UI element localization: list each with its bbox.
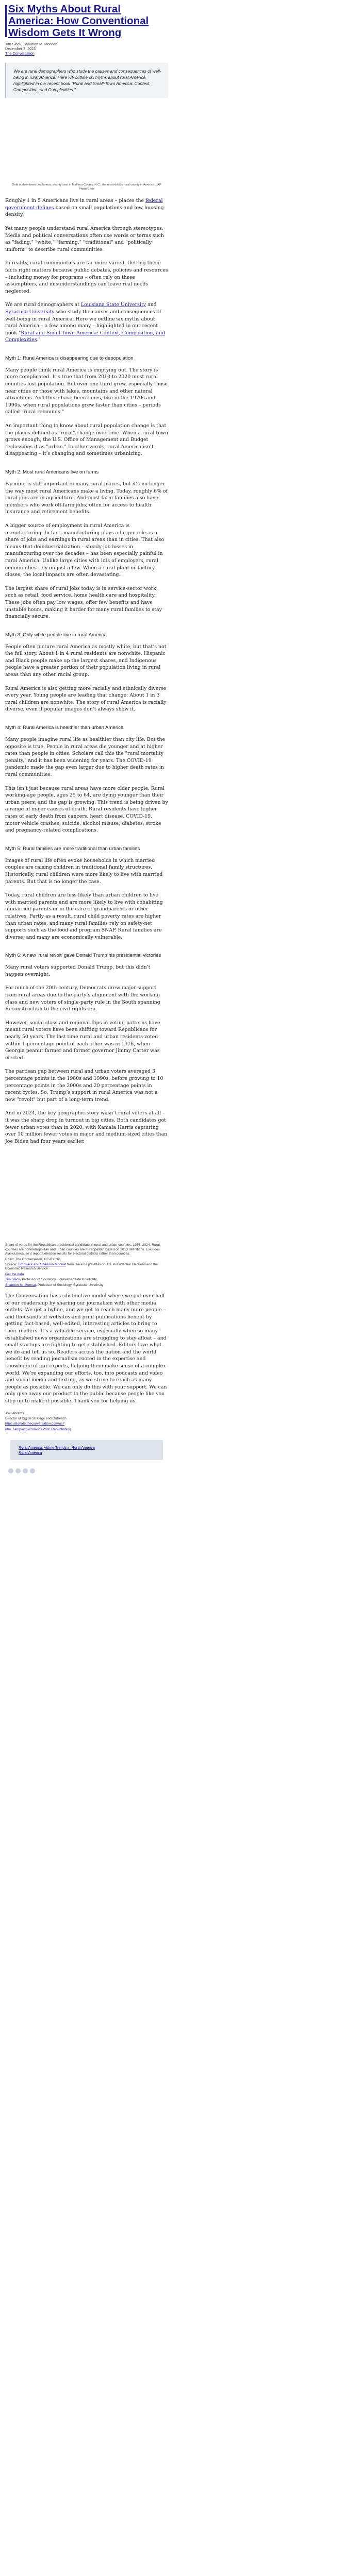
paragraph: This isn’t just because rural areas have more older people. Rural working-age people, ages 25 to 64, are dying younger than their urban peers, and the gap is growing. This trend is being driven by a range of major causes of death. Rural residents have higher rates of early death from cancers, heart disease, COVID-19, motor vehicle crashes, suicide, alcohol misuse, diabetes, stroke and pregnancy-related complications. [5, 785, 168, 834]
paragraph: And in 2024, the key geographic story wasn’t rural voters at all – it was the sharp drop in turnout in big cities. Both candidates got fewer urban votes than in 2020, with Kamala Harris capturing over 10 million fewer votes in major and medium-sized cities than Joe Biden had four years earlier. [5, 1110, 168, 1144]
myth-6-heading: Myth 6: A new 'rural revolt' gave Donald Trump his presidential victories [5, 953, 161, 959]
bluesky-share-icon[interactable] [30, 1468, 35, 1473]
vote-share-chart-art [5, 1151, 168, 1239]
image-caption: Debt in downtown Leaflaness, county seat in Malheur County, N.C., the most-thickly rural county in America. | AP Photo/Ernie [12, 183, 161, 191]
myth-4-heading: Myth 4: Rural America is healthier than urban America [5, 725, 124, 731]
paragraph [5, 197, 168, 218]
author-credit-1 [5, 1278, 168, 1282]
paragraph: In reality, rural communities are far more varied. Getting these facts right matters because public debates, policies and resources – including money for programs – often rely on these assumptions, and misunderstandings can leave real needs neglected. [5, 260, 168, 294]
signature-name: Joel Abrams [5, 1411, 24, 1415]
paragraph: An important thing to know about rural population change is that the places defined as "rural" change over time. When a rural town grows enough, the U.S. Office of Management and Budget reclassifies it as "urban." In other words, rural America isn’t disappearing – it’s changing and sometimes urbanizing. [5, 423, 168, 457]
book-link[interactable]: Rural and Small-Town America: Context, Composition, and Complexities [5, 330, 166, 343]
email-share-icon[interactable] [8, 1468, 13, 1473]
article-column [5, 3, 170, 1476]
myth-2-heading: Myth 2: Most rural Americans live on farms [5, 469, 99, 475]
paragraph: Images of rural life often evoke households in which married couples are raising children in traditional family structures. Historically, rural children were more likely to live with married parents. But that is no longer the case. [5, 857, 163, 885]
figure-caption: Share of votes for the Republican presidential candidate in rural and urban counties, 1976–2024. Rural counties are nonmetropolitan and urban counties are metropolitan based on 2013 definitions. Excludes Alaska because it reports election results for electoral districts rather than counties. [5, 1243, 160, 1256]
figure-source [5, 1263, 168, 1272]
donate-link[interactable]: https://donate.theconversation.com/us? [5, 1422, 65, 1426]
get-the-data-link[interactable]: Get the data [5, 1272, 24, 1276]
myth-3-heading: Myth 3: Only white people live in rural America [5, 632, 107, 638]
text: based on small populations and low housing density. [5, 205, 164, 218]
share-icons [5, 1465, 168, 1476]
related-title-link[interactable]: Rural America: Voting Trends in Rural America [19, 1445, 95, 1450]
text: from Dave Leip’s Atlas of U.S. Presidential Elections and the Economic Research Service [5, 1262, 158, 1271]
lsu-link[interactable]: Louisiana State University [80, 302, 146, 308]
syracuse-link[interactable]: Syracuse University [5, 309, 55, 315]
author-credit-2 [5, 1283, 168, 1287]
vote-share-chart [5, 1151, 168, 1239]
article-title[interactable]: Six Myths About Rural America: How Conventional Wisdom Gets It Wrong [5, 3, 168, 39]
myth-5-heading: Myth 5: Rural families are more traditional than urban families [5, 845, 140, 852]
donate-link-2[interactable]: utm_campaign=ConvPrePost_Republishing [5, 1427, 71, 1431]
author-link-2[interactable]: Shannon M. Monnat [5, 1283, 36, 1287]
paragraph: For much of the 20th century, Democrats drew major support from rural areas due to the party’s alignment with the working class and new voters of single-party rule in the South spanning Reconstruction to the civil rights era. [5, 985, 160, 1012]
text: , Professor of Sociology, Louisiana State University [20, 1278, 97, 1282]
authors: Tim Slack, Shannon M. Monnat [5, 42, 57, 46]
hero-image-art [5, 103, 168, 180]
paragraph: The largest share of rural jobs today is in service-sector work, such as retail, food service, home health care and hospitality. These jobs often pay low wages, offer few benefits and have unstable hours, making it harder for many rural families to stay financially secure. [5, 585, 162, 620]
facebook-share-icon[interactable] [15, 1468, 21, 1473]
date: December 3, 2023 [5, 46, 36, 51]
myth-1-heading: Myth 1: Rural America is disappearing due to depopulation [5, 355, 134, 361]
hero-image [5, 103, 168, 180]
paragraph: Farming is still important in many rural places, but it’s no longer the way most rural Americans make a living. Today, roughly 6% of rural jobs are in agriculture. And most farm families also have members who work off-farm jobs, often for access to health insurance and retirement benefits. [5, 481, 168, 515]
related-topic-link[interactable]: Rural America [19, 1450, 42, 1455]
paragraph: Many rural voters supported Donald Trump, but this didn’t happen overnight. [5, 964, 151, 977]
paragraph: The partisan gap between rural and urban voters averaged 3 percentage points in the 1980s and 1990s, before growing to 10 percentage points in the 2000s and 20 percentage points in recent cycles. So, Trump’s support in rural America was not a new "revolt" but part of a long-term trend. [5, 1069, 163, 1103]
support-paragraph: The Conversation has a distinctive model where we put over half of our readership by sharing our journalism with other media outlets. We get a byline, and we get to reach many more people – and thousands of websites and print publications benefit by getting fact-based, well-edited, interesting articles to bring to their readers. It’s a valuable service, especially when so many established news organizations are struggling to stay afloat – and small startups are fighting to get established. Editors love what we do and tell us so. Readers across the nation and the world benefit by reading journalism rooted in the expertise and knowledge of our experts, helping them make sense of a complex world. We’re expanding our efforts, too, into podcasts and video and social media and texting, as we strive to reach as many people as possible. We can only do this with your support. We can only give away our product to the public because people like you step up to make it possible. Thank you for helping us. [5, 1293, 167, 1404]
related-box [10, 1440, 163, 1460]
text: , Professor of Sociology, Syracuse University [36, 1283, 104, 1287]
paragraph: People often picture rural America as mostly white, but that’s not the full story. About 1 in 4 rural residents are nonwhite. Hispanic and Black people make up the largest shares, and Indigenous people have a greater portion of their population living in rural areas than any other racial group. [5, 643, 167, 678]
paragraph: Rural America is also getting more racially and ethnically diverse every year. Young people are leading that change: About 1 in 3 rural children are nonwhite. The story of rural America is racially diverse, even if popular images don’t always show it. [5, 685, 167, 713]
source-link[interactable]: The Conversation [5, 51, 35, 56]
donate-url [5, 1422, 168, 1426]
text: We are rural demographers at [5, 302, 81, 308]
text: Source: [5, 1262, 18, 1266]
text: ." [37, 337, 41, 343]
author-link-1[interactable]: Tim Slack [5, 1278, 20, 1282]
figure-credit: Chart: The Conversation, CC-BY-ND [5, 1257, 61, 1261]
text: who study the causes and consequences of well-being in rural America. Here we outline six myths about rural America – a few among many – highlighted in our recent book " [5, 309, 161, 336]
linkedin-share-icon[interactable] [23, 1468, 28, 1473]
paragraph: A bigger source of employment in rural America is manufacturing. In fact, manufacturing plays a larger role as a share of jobs and earnings in rural areas than in cities. That also means that deindustrialization – steady job losses in manufacturing over the decades – has been especially painful in rural America. Unlike large cities with lots of employers, rural communities rely on just a few. When a rural plant or factory closes, the local impacts are often devastating. [5, 522, 164, 578]
paragraph [5, 301, 168, 344]
paragraph: Many people think rural America is emptying out. The story is more complicated. It’s true that from 2010 to 2020 most rural counties lost population. But over one-third grew, especially those near cities or those with lakes, mountains and other natural attractions. And there have been times, like in the 1970s and 1990s, when rural populations grew faster than cities – periods called "rural rebounds." [5, 367, 168, 415]
paragraph: Many people imagine rural life as healthier than city life. But the opposite is true. People in rural areas die younger and at higher rates than people in cities. Scholars call this the "rural mortality penalty," and it has been widening for years. The COVID-19 pandemic made the gap even larger due to higher death rates in rural communities. [5, 737, 165, 777]
paragraph: Yet many people understand rural America through stereotypes. Media and political conversations often use words or terms such as "fading," "white," "farming," "traditional" and "politically uniform" to describe rural communities. [5, 225, 164, 252]
signature-title: Director of Digital Strategy and Outreach [5, 1416, 67, 1420]
text: Roughly 1 in 5 Americans live in rural areas – places the [5, 198, 145, 204]
lead-quote: We are rural demographers who study the causes and consequences of well-being in rural America. Here we outline six myths about rural America highlighted in our recent book "Rural and Small-Town America: Context, Composition, and Complexities." [5, 63, 168, 98]
paragraph: Today, rural children are less likely than urban children to live with married parents and are more likely to live with cohabiting unmarried parents or in the care of grandparents or other relatives. Partly as a result, rural child poverty rates are higher than urban rates, and many rural families rely on safety-net supports such as the food aid program SNAP. Rural families are diverse, and many are economically vulnerable. [5, 892, 163, 940]
figure-source-link[interactable]: Tim Slack and Shannon Monnat [18, 1262, 67, 1266]
donate-url-2 [5, 1428, 168, 1432]
byline [5, 42, 168, 56]
federal-definition-link[interactable]: federal government defines [5, 198, 163, 211]
get-data [5, 1273, 168, 1277]
text: and [146, 302, 157, 308]
paragraph: However, social class and regional flips in voting patterns have meant rural voters have been shifting toward Republicans for nearly 50 years. The last time rural and urban residents voted within 1 percentage point of each other was in 1976, when Georgia peanut farmer and former governor Jimmy Carter was elected. [5, 1020, 160, 1061]
